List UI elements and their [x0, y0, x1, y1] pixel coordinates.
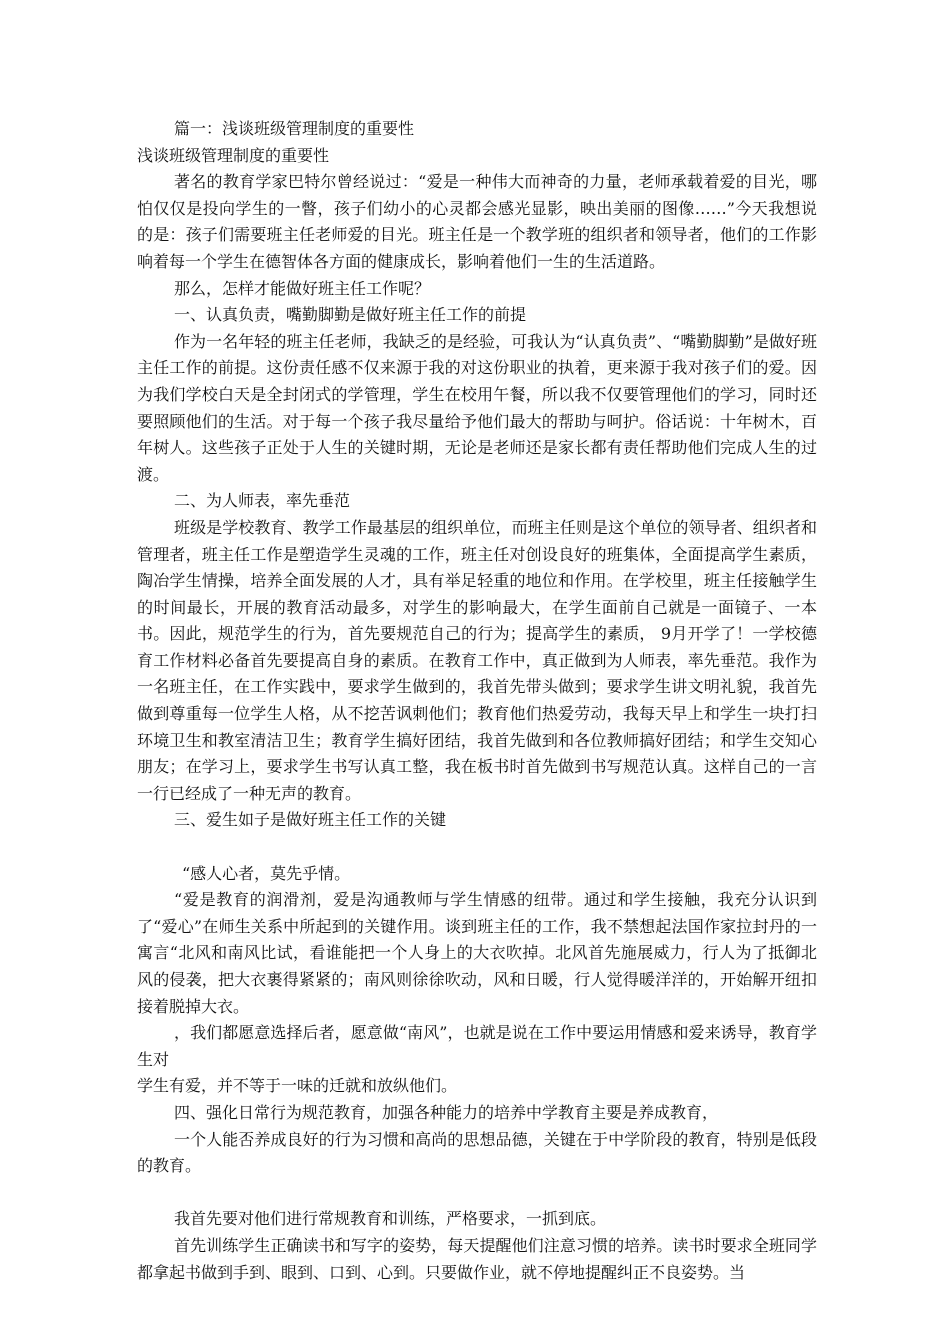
quote-line: “感人心者，莫先乎情。: [182, 863, 351, 883]
body-paragraph-intro: 著名的教育学家巴特尔曾经说过：“爱是一种伟大而神奇的力量，老师承载着爱的目光，哪怕仅仅是投向学生的一瞥，孩子们幼小的心灵都会感光显影，映出美丽的图像……”今天我想说的是：孩子们需要班主任老师爱的目光。班主任是一个教学班的组织者和领导者，他们的工作影响着每一个学生在德智体各方面的健康成长，影响着他们一生的生活道路。: [137, 172, 817, 271]
article-heading: 篇一：浅谈班级管理制度的重要性: [174, 119, 415, 138]
body-paragraph-posture: 首先训练学生正确读书和写字的姿势，每天提醒他们注意习惯的培养。读书时要求全班同学都拿起书做到手到、眼到、口到、心到。只要做作业，就不停地提醒纠正不良姿势。当: [137, 1235, 817, 1282]
body-paragraph-section-2: 班级是学校教育、教学工作最基层的组织单位，而班主任则是这个单位的领导者、组织者和管理者，班主任工作是塑造学生灵魂的工作，班主任对创设良好的班集体，全面提高学生素质，陶冶学生情操，培养全面发展的人才，具有举足轻重的地位和作用。在学校里，班主任接触学生的时间最长，开展的教育活动最多，对学生的影响最大，在学生面前自己就是一面镜子、一本书。因此，规范学生的行为，首先要规范自己的行为；提高学生的素质， 9月开学了！一学校德育工作材料必备首先要提高自身的素质。在教育工作中，真正做到为人师表，率先垂范。我作为一名班主任，在工作实践中，要求学生做到的，我首先带头做到；要求学生讲文明礼貌，我首先做到尊重每一位学生人格，从不挖苦讽刺他们；教育他们热爱劳动，我每天早上和学生一块打扫环境卫生和教室清洁卫生；教育学生搞好团结，我首先做到和各位教师搞好团结；和学生交知心朋友；在学习上，要求学生书写认真工整，我在板书时首先做到书写规范认真。这样自己的一言一行已经成了一种无声的教育。: [137, 517, 817, 803]
article-title: 浅谈班级管理制度的重要性: [137, 145, 330, 165]
body-paragraph-section-4: 一个人能否养成良好的行为习惯和高尚的思想品德，关键在于中学阶段的教育，特别是低段的教育。: [137, 1129, 817, 1176]
section-heading-4: 四、强化日常行为规范教育，加强各种能力的培养中学教育主要是养成教育，: [174, 1102, 719, 1122]
section-heading-1: 一、认真负责，嘴勤脚勤是做好班主任工作的前提: [174, 305, 527, 325]
document-body: [137, 116, 817, 1286]
blank-line: [137, 834, 817, 861]
section-heading-2: 二、为人师表，率先垂范: [174, 491, 351, 511]
body-paragraph-question: 那么，怎样才能做好班主任工作呢？: [174, 278, 431, 298]
body-paragraph-routine: 我首先要对他们进行常规教育和训练，严格要求，一抓到底。: [174, 1209, 607, 1229]
section-heading-3: 三、爱生如子是做好班主任工作的关键: [174, 810, 447, 830]
body-paragraph-south-wind: ，我们都愿意选择后者，愿意做“南风”，也就是说在工作中要运用情感和爱来诱导，教育学生对: [137, 1023, 817, 1069]
body-paragraph-section-1: 作为一名年轻的班主任老师，我缺乏的是经验，可我认为“认真负责”、“嘴勤脚勤”是做好班主任工作的前提。这份责任感不仅来源于我的对这份职业的执着，更来源于我对孩子们的爱。因为我们学校白天是全封闭式的学管理，学生在校用午餐，所以我不仅要管理他们的学习，同时还要照顾他们的生活。对于每一个孩子我尽量给予他们最大的帮助与呵护。俗话说：十年树木，百年树人。这些孩子正处于人生的关键时期，无论是老师还是家长都有责任帮助他们完成人生的过渡。: [137, 331, 817, 484]
blank-line: [137, 1180, 817, 1207]
body-paragraph-love: 学生有爱，并不等于一味的迁就和放纵他们。: [137, 1076, 458, 1096]
body-paragraph-section-3: “爱是教育的润滑剂，爱是沟通教师与学生情感的纽带。通过和学生接触，我充分认识到了“爱心”在师生关系中所起到的关键作用。谈到班主任的工作，我不禁想起法国作家拉封丹的一寓言“北风和南风比试，看谁能把一个人身上的大衣吹掉。北风首先施展威力，行人为了抵御北风的侵袭，把大衣裹得紧紧的；南风则徐徐吹动，风和日暖，行人觉得暖洋洋的，开始解开纽扣接着脱掉大衣。: [137, 890, 817, 1016]
